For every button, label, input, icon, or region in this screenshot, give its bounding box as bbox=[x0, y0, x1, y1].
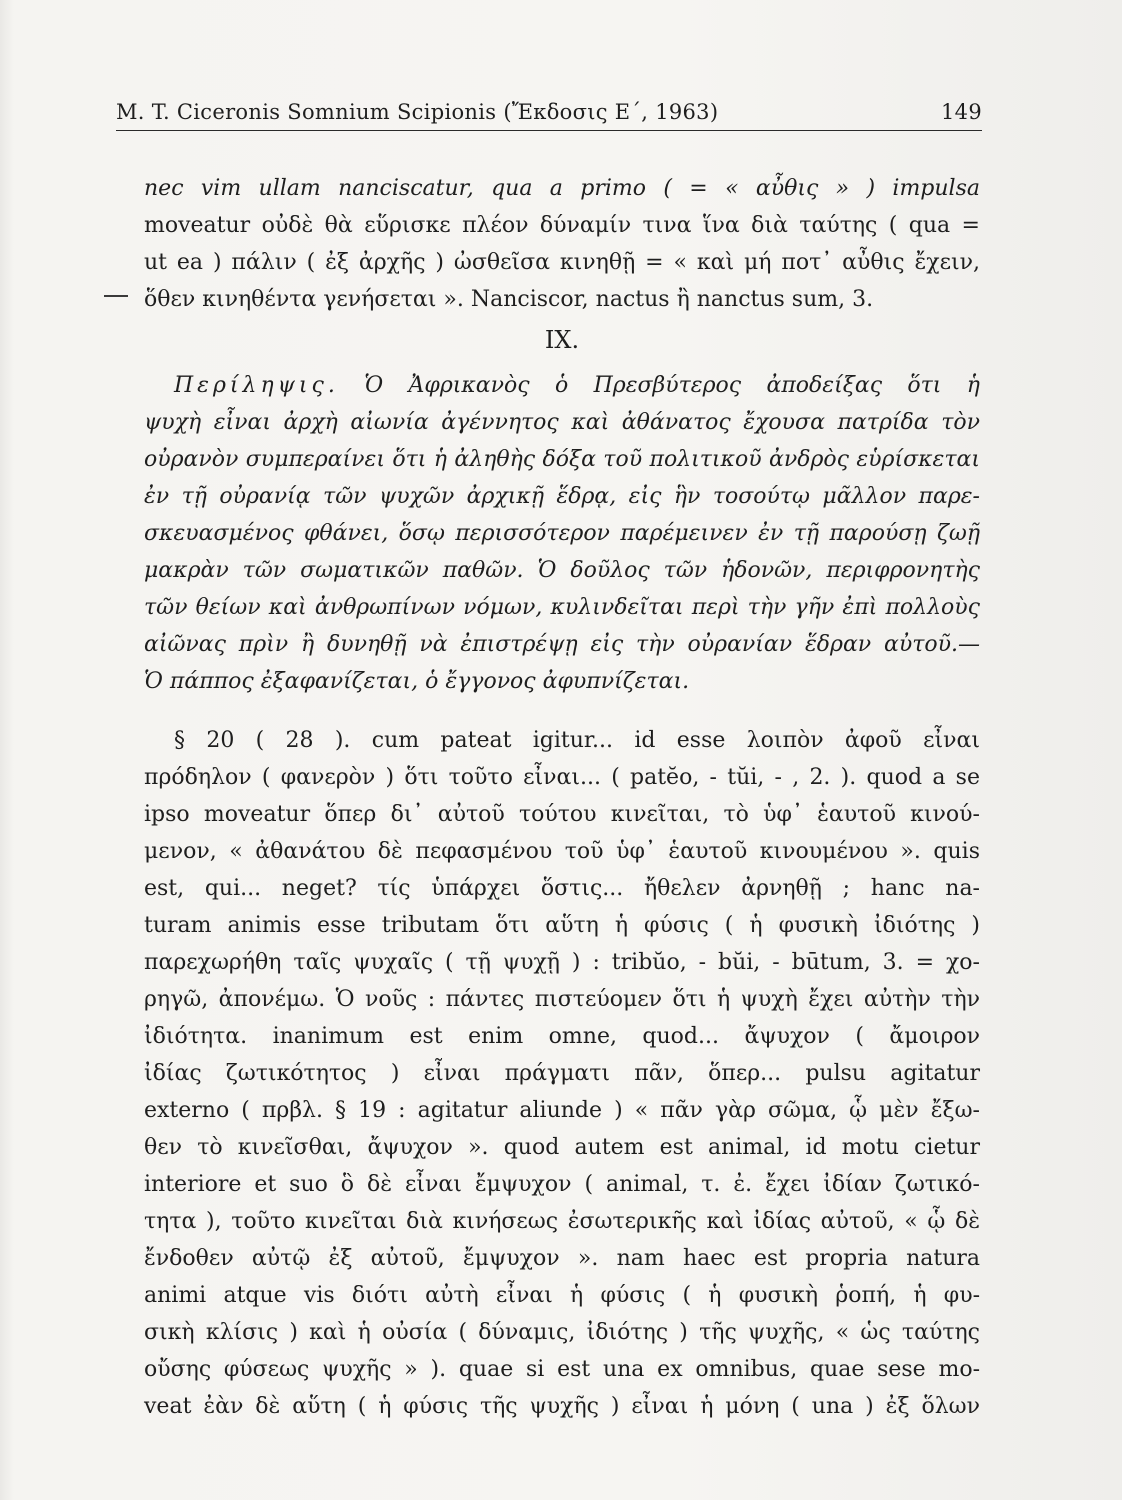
commentary-line: est, qui... neget? τίς ὑπάρχει ὅστις... ἤθελεν ἀρνηθῇ ; hanc na- bbox=[144, 876, 980, 901]
commentary-line: turam animis esse tributam ὅτι αὕτη ἡ φύσις ( ἡ φυσικὴ ἰδιότης ) bbox=[144, 913, 980, 938]
commentary-line: οὔσης φύσεως ψυχῆς » ). quae si est una ex omnibus, quae sese mo- bbox=[144, 1357, 980, 1382]
summary-line: τῶν θείων καὶ ἀνθρωπίνων νόμων, κυλινδεῖται περὶ τὴν γῆν ἐπὶ πολλοὺς bbox=[144, 595, 980, 620]
commentary-line: πρόδηλον ( φανερὸν ) ὅτι τοῦτο εἶναι... ( patĕo, - tŭi, - , 2. ). quod a se bbox=[144, 765, 980, 790]
commentary-line: veat ἐὰν δὲ αὕτη ( ἡ φύσις τῆς ψυχῆς ) εἶναι ἡ μόνη ( una ) ἐξ ὅλων bbox=[144, 1394, 980, 1419]
summary-line: Ὁ Ἀφρικανὸς ὁ Πρεσβύτερος ἀποδείξας ὅτι ἡ bbox=[364, 373, 980, 398]
summary-line: οὐρανὸν συμπεραίνει ὅτι ἡ ἀληθὴς δόξα τοῦ πολιτικοῦ ἀνδρὸς εὑρίσκεται bbox=[144, 447, 980, 472]
summary-line: ψυχὴ εἶναι ἀρχὴ αἰωνία ἀγέννητος καὶ ἀθάνατος ἔχουσα πατρίδα τὸν bbox=[144, 410, 980, 435]
summary-line: σκευασμένος φθάνει, ὅσῳ περισσότερον παρέμεινεν ἐν τῇ παρούσῃ ζωῇ bbox=[144, 521, 980, 546]
text-line: nec vim ullam nanciscatur, qua a primo ( = « αὖθις » ) impulsa bbox=[144, 176, 980, 201]
commentary-line: interiore et suo ὃ δὲ εἶναι ἔμψυχον ( animal, τ. ἐ. ἔχει ἰδίαν ζωτικό- bbox=[144, 1172, 980, 1197]
text-line: ut ea ) πάλιν ( ἐξ ἀρχῆς ) ὠσθεῖσα κινηθῇ = « καὶ μή ποτ᾽ αὖθις ἔχειν, bbox=[144, 250, 980, 275]
running-header bbox=[116, 96, 982, 131]
summary-line: Ὁ πάππος ἐξαφανίζεται, ὁ ἔγγονος ἀφυπνίζεται. bbox=[144, 669, 690, 694]
summary-first-line bbox=[144, 367, 980, 404]
commentary-line: ρηγῶ, ἀπονέμω. Ὁ νοῦς : πάντες πιστεύομεν ὅτι ἡ ψυχὴ ἔχει αὐτὴν τὴν bbox=[144, 987, 980, 1012]
text-line: ὅθεν κινηθέντα γενήσεται ». Nanciscor, nactus ἢ nanctus sum, 3. bbox=[144, 287, 874, 312]
summary-line: μακρὰν τῶν σωματικῶν παθῶν. Ὁ δοῦλος τῶν ἡδονῶν, περιφρονητὴς bbox=[144, 558, 980, 583]
summary-line: αἰῶνας πρὶν ἢ δυνηθῇ νὰ ἐπιστρέψῃ εἰς τὴν οὐρανίαν ἕδραν αὐτοῦ.— bbox=[144, 632, 980, 657]
commentary-line: ἰδίας ζωτικότητος ) εἶναι πράγματι πᾶν, ὅπερ... pulsu agitatur bbox=[144, 1061, 980, 1086]
commentary-line: externo ( πρβλ. § 19 : agitatur aliunde ) « πᾶν γὰρ σῶμα, ᾧ μὲν ἔξω- bbox=[144, 1098, 980, 1123]
header-title: M. T. Ciceronis Somnium Scipionis (Ἔκδοσις Ε΄, 1963) bbox=[116, 100, 719, 124]
commentary-line: σικὴ κλίσις ) καὶ ἡ οὐσία ( δύναμις, ἰδιότης ) τῆς ψυχῆς, « ὡς ταύτης bbox=[144, 1320, 980, 1345]
commentary-line: μενον, « ἀθανάτου δὲ πεφασμένου τοῦ ὑφ᾽ ἑαυτοῦ κινουμένου ». quis bbox=[144, 839, 980, 864]
text-line: moveatur οὐδὲ θὰ εὕρισκε πλέον δύναμίν τινα ἵνα διὰ ταύτης ( qua = bbox=[144, 213, 980, 238]
commentary-line: animi atque vis διότι αὐτὴ εἶναι ἡ φύσις ( ἡ φυσικὴ ῥοπή, ἡ φυ- bbox=[144, 1283, 980, 1308]
commentary-line: τητα ), τοῦτο κινεῖται διὰ κινήσεως ἐσωτερικῆς καὶ ἰδίας αὐτοῦ, « ᾧ δὲ bbox=[144, 1209, 980, 1234]
commentary-line: θεν τὸ κινεῖσθαι, ἄψυχον ». quod autem est animal, id motu cietur bbox=[144, 1135, 980, 1160]
section-heading: IX. bbox=[544, 326, 580, 354]
commentary-line: παρεχωρήθη ταῖς ψυχαῖς ( τῇ ψυχῇ ) : tribŭo, - bŭi, - būtum, 3. = χο- bbox=[144, 950, 980, 975]
body-text bbox=[144, 170, 980, 1425]
commentary-line: ἔνδοθεν αὐτῷ ἐξ αὐτοῦ, ἔμψυχον ». nam haec est propria natura bbox=[144, 1246, 980, 1271]
margin-mark bbox=[104, 295, 128, 297]
commentary-line: ἰδιότητα. inanimum est enim omne, quod... ἄψυχον ( ἄμοιρον bbox=[144, 1024, 980, 1049]
summary-line: ἐν τῇ οὐρανίᾳ τῶν ψυχῶν ἀρχικῇ ἕδρᾳ, εἰς ἣν τοσούτῳ μᾶλλον παρε- bbox=[144, 484, 980, 509]
commentary-line: § 20 ( 28 ). cum pateat igitur... id esse λοιπὸν ἀφοῦ εἶναι bbox=[174, 728, 980, 753]
summary-label: Περίληψις. bbox=[174, 373, 339, 398]
commentary-line: ipso moveatur ὅπερ δι᾽ αὐτοῦ τούτου κινεῖται, τὸ ὑφ᾽ ἑαυτοῦ κινού- bbox=[144, 802, 980, 827]
page-number: 149 bbox=[941, 100, 982, 124]
